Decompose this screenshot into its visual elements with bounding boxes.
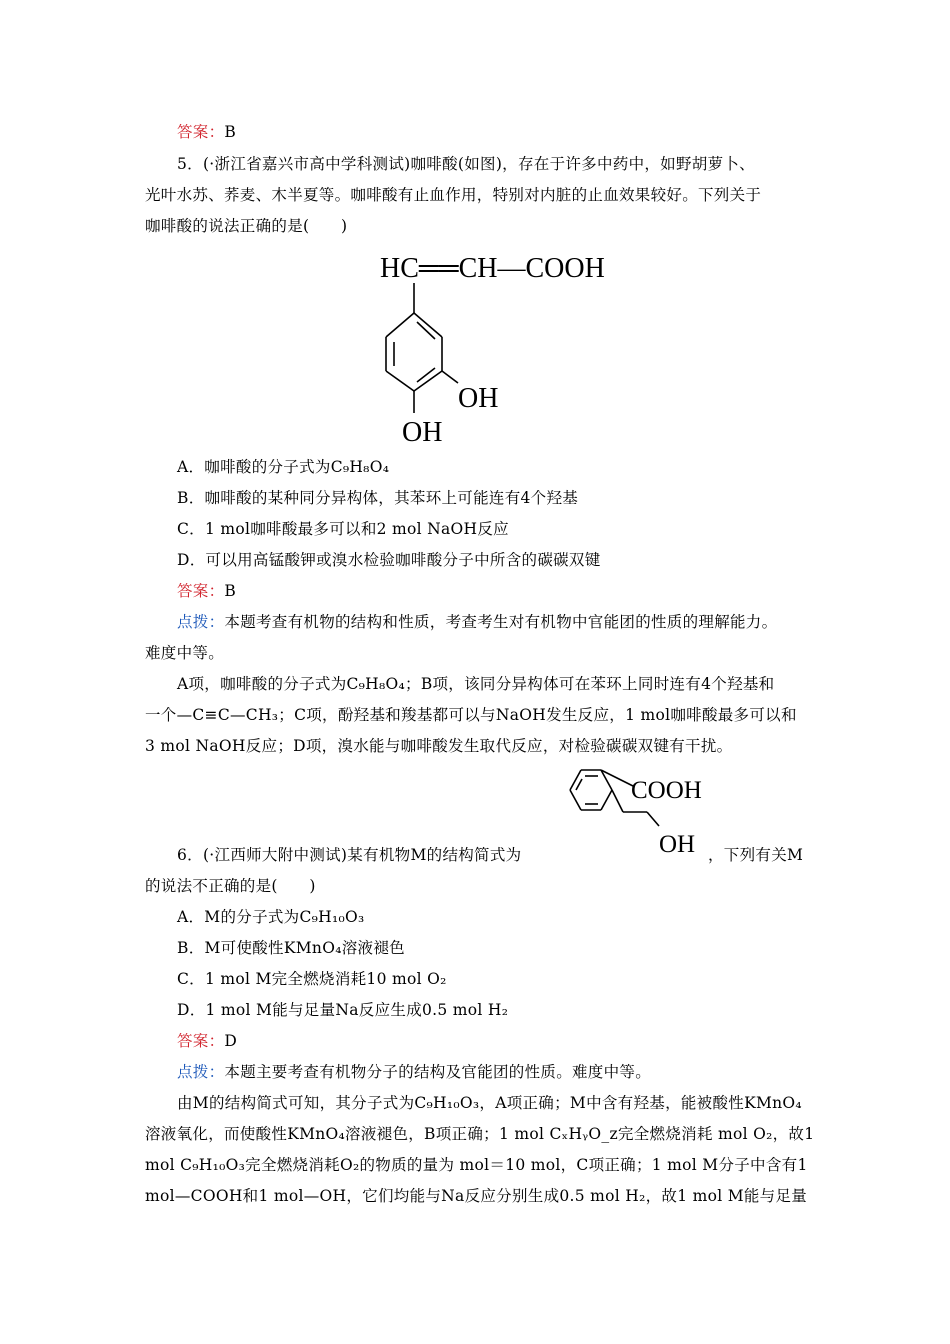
q6-option-c: C．1 mol M完全燃烧消耗10 mol O₂ — [177, 970, 447, 988]
q5-option-b: B．咖啡酸的某种同分异构体，其苯环上可能连有4个羟基 — [177, 489, 579, 507]
q5-option-a: A．咖啡酸的分子式为C₉H₈O₄ — [177, 458, 390, 476]
hydroxyl-label: OH — [659, 831, 696, 857]
q6-answer-line — [177, 1030, 237, 1052]
q5-stem-line-3: 咖啡酸的说法正确的是( ) — [145, 217, 348, 235]
hint-text: 本题考查有机物的结构和性质，考查考生对有机物中官能团的性质的理解能力。 — [224, 613, 778, 631]
hint-text: 本题主要考查有机物分子的结构及官能团的性质。难度中等。 — [224, 1063, 652, 1081]
q5-hint-line-2: 难度中等。 — [145, 644, 225, 662]
hint-label: 点拨： — [177, 1063, 225, 1081]
q5-answer-line — [177, 580, 236, 602]
answer-label: 答案： — [177, 1032, 225, 1050]
answer-value: D — [224, 1032, 238, 1050]
q6-option-d: D．1 mol M能与足量Na反应生成0.5 mol H₂ — [177, 1001, 509, 1019]
carboxyl-label: COOH — [631, 777, 702, 804]
q6-stem-line-1 — [177, 844, 521, 866]
q5-hint-line-1 — [177, 611, 777, 633]
q5-stem-line-1: 5．(·浙江省嘉兴市高中学科测试)咖啡酸(如图)，存在于许多中药中，如野胡萝卜、 — [177, 155, 755, 173]
q5-option-c: C．1 mol咖啡酸最多可以和2 mol NaOH反应 — [177, 520, 509, 538]
hydroxyl-label-1: OH — [458, 383, 499, 414]
q5-explanation-3: 3 mol NaOH反应；D项，溴水能与咖啡酸发生取代反应，对检验碳碳双键有干扰。 — [145, 737, 733, 755]
hydroxyl-label-2: OH — [402, 417, 443, 448]
q6-explanation-4: mol—COOH和1 mol—OH，它们均能与Na反应分别生成0.5 mol H₂，故1 mol M能与足量 — [145, 1187, 808, 1205]
answer-value: B — [224, 123, 237, 141]
q5-stem-line-2: 光叶水苏、荞麦、木半夏等。咖啡酸有止血作用，特别对内脏的止血效果较好。下列关于 — [145, 186, 762, 204]
compound-m-structure — [555, 762, 715, 857]
q6-stem-part-b: ，下列有关M — [708, 846, 804, 864]
answer-label: 答案： — [177, 123, 225, 141]
caffeic-acid-side-chain: HC══CH—COOH — [380, 253, 605, 284]
q6-explanation-2: 溶液氧化，而使酸性KMnO₄溶液褪色，B项正确；1 mol CₓHᵧO_z完全燃烧消耗 mol O₂，故1 — [145, 1125, 815, 1143]
hint-label: 点拨： — [177, 613, 225, 631]
q6-explanation-1: 由M的结构简式可知，其分子式为C₉H₁₀O₃，A项正确；M中含有羟基，能被酸性KMnO₄ — [177, 1094, 802, 1112]
caffeic-acid-structure — [370, 245, 630, 450]
answer-line-prev — [177, 121, 236, 143]
answer-value: B — [224, 582, 237, 600]
answer-label: 答案： — [177, 582, 225, 600]
q6-stem-line-2: 的说法不正确的是( ) — [145, 877, 316, 895]
q6-option-b: B．M可使酸性KMnO₄溶液褪色 — [177, 939, 405, 957]
q5-explanation-2: 一个—C≡C—CH₃；C项，酚羟基和羧基都可以与NaOH发生反应，1 mol咖啡酸最多可以和 — [145, 706, 797, 724]
q6-stem-part-a: 6．(·江西师大附中测试)某有机物M的结构简式为 — [177, 846, 522, 864]
q5-explanation-1: A项，咖啡酸的分子式为C₉H₈O₄；B项，该同分异构体可在苯环上同时连有4个羟基和 — [177, 675, 775, 693]
q5-option-d: D．可以用高锰酸钾或溴水检验咖啡酸分子中所含的碳碳双键 — [177, 551, 601, 569]
q6-option-a: A．M的分子式为C₉H₁₀O₃ — [177, 908, 365, 926]
q6-explanation-3: mol C₉H₁₀O₃完全燃烧消耗O₂的物质的量为 mol＝10 mol，C项正确；1 mol M分子中含有1 — [145, 1156, 808, 1174]
q6-hint-line — [177, 1061, 651, 1083]
